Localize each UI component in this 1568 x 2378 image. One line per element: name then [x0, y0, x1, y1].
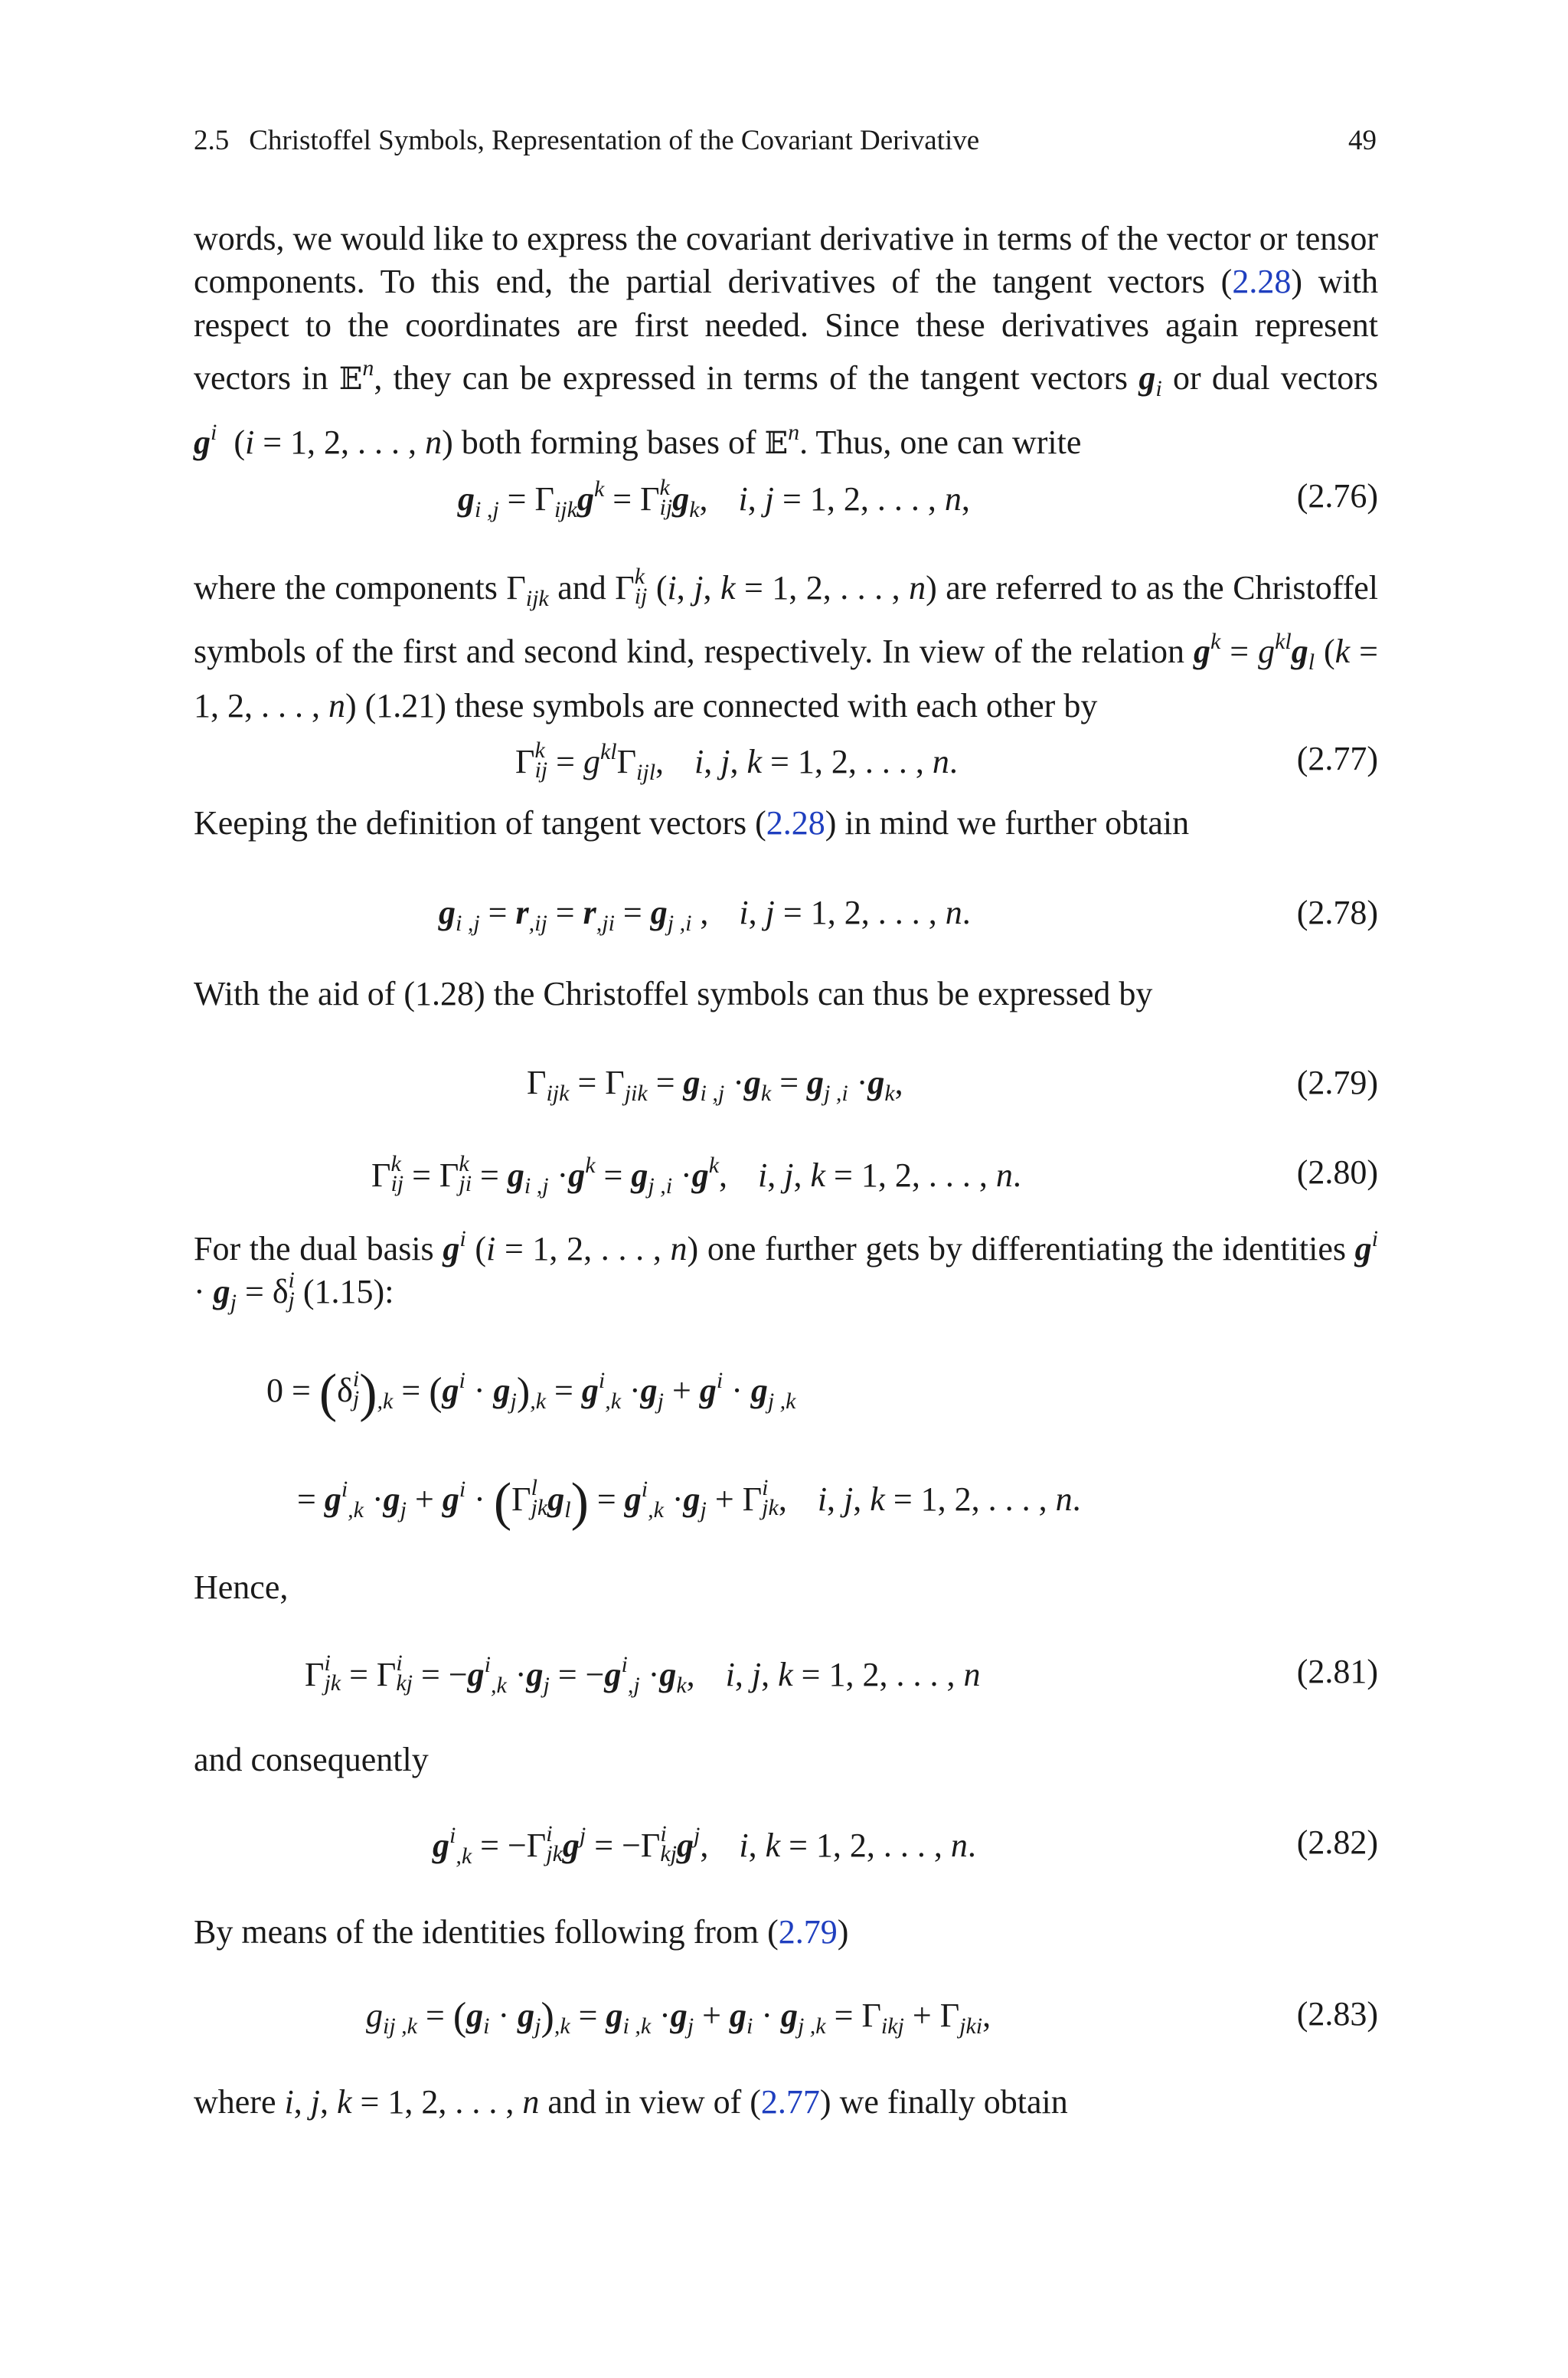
equation-number: (2.83) — [1296, 1995, 1378, 2033]
equation-number: (2.82) — [1296, 1824, 1378, 1861]
equation-number: (2.76) — [1296, 477, 1378, 515]
paragraph-tangent-vectors: Keeping the definition of tangent vectors (2.28) in mind we further obtain — [194, 804, 1190, 842]
equation-2-76: $g_{i ,j} = \Gamma_{ijk}g^k = \Gamma$ k ij $g_k$, i, j = 1, 2, . . . , n, (2.76) — [458, 475, 1378, 522]
ref-link-2-28[interactable]: 2.28 — [1232, 263, 1292, 301]
paragraph-consequently: and consequently — [194, 1741, 429, 1778]
paragraph-christoffel-definition: where the components $\Gamma_{ijk}$ and Γ k ij (i, j, k = 1, 2, . . . , n) are referred to as the Christoffel symbols of the first and second kind, respectively. In view of the relation $g^k = g^{kl}g_l$ (k = 1, 2, . . . , n) (1.21) these symbols are connected with each other by — [194, 564, 1379, 725]
paragraph-intro: words, we would like to express the covariant derivative in terms of the vector or tensor components. To this end, the partial derivatives of the tangent vectors (2.28) with respect to the coordinates are first needed. Since these derivatives again represent vectors in 𝔼$^n$, they can be expressed in terms of the tangent vectors $g_i$ or dual vectors $g^i$ (i = 1, 2, . . . , n) both forming bases of 𝔼$^n$. Thus, one can write — [194, 220, 1378, 461]
equation-number: (2.81) — [1296, 1653, 1378, 1690]
derivation-line-2: = $g^i_{,k} \cdot g_j + g^i \cdot (\Gamma$ l jk $g_l) = g^i_{,k} \cdot g_j + \Gamma$ i jk , i, j, k = 1, 2, . . . , n. — [297, 1473, 1081, 1532]
section-heading — [194, 124, 979, 157]
ref-link-2-77[interactable]: 2.77 — [760, 2083, 820, 2121]
page-number: 49 — [1348, 125, 1377, 156]
equation-number: (2.77) — [1296, 740, 1378, 777]
equation-number: (2.78) — [1296, 894, 1378, 931]
equation-number: (2.79) — [1296, 1064, 1378, 1101]
equation-2-79: $\Gamma_{ijk} = \Gamma_{jik} = g_{i ,j} \cdot g_k = g_{j ,i} \cdot g_k$, (2.79) — [527, 1064, 1378, 1106]
equation-2-82: $g^i_{,k} = -\Gamma$ i jk $g^j = -\Gamma$ i kj $g^j$, i, k = 1, 2, . . . , n. (2.82) — [433, 1821, 1378, 1869]
paragraph-finally: where i, j, k = 1, 2, . . . , n and in view of (2.77) we finally obtain — [194, 2083, 1068, 2121]
paragraph-with-aid: With the aid of (1.28) the Christoffel symbols can thus be expressed by — [194, 975, 1153, 1012]
running-header — [194, 124, 1377, 162]
section-number: 2.5 — [194, 125, 230, 156]
section-title: Christoffel Symbols, Representation of the Covariant Derivative — [249, 125, 980, 156]
equation-number: (2.80) — [1296, 1153, 1378, 1191]
paragraph-hence: Hence, — [194, 1568, 289, 1606]
ref-link-2-28[interactable]: 2.28 — [766, 804, 825, 842]
equation-2-77: Γ k ij = $g^{kl}\Gamma_{ijl}$, i, j, k = 1, 2, . . . , n. (2.77) — [515, 738, 1378, 785]
equation-2-81: Γ i jk = Γ i kj = $-g^i_{,k} \cdot g_j = -g^i_{,j} \cdot g_k$, i, j, k = 1, 2, . . . , n (2.81) — [305, 1650, 1378, 1698]
equation-2-80: Γ k ij = Γ k ji = $g_{i ,j} \cdot g^k = g_{j ,i} \cdot g^k$, i, j, k = 1, 2, . . . , n. (2.80) — [371, 1151, 1378, 1199]
equation-2-78: $g_{i ,j} = r_{,ij} = r_{,ji} = g_{j ,i}$ , i, j = 1, 2, . . . , n. (2.78) — [439, 894, 1378, 936]
equation-2-83: $g_{ij ,k} = (g_i \cdot g_j)_{,k} = g_{i ,k} \cdot g_j + g_i \cdot g_{j ,k} = \Gamma_{ikj} + \Gamma_{jki}$, (2.83) — [366, 1995, 1378, 2039]
paragraph-identities: By means of the identities following from (2.79) — [194, 1913, 849, 1951]
paragraph-dual-basis: For the dual basis $g^i$ (i = 1, 2, . . . , n) one further gets by differentiating the identities $g^i \cdot g_j = \delta$ i j (1.15): — [194, 1226, 1378, 1316]
ref-link-2-79[interactable]: 2.79 — [778, 1913, 838, 1951]
derivation-line-1: 0 = (δ i j )$_{,k} = (g^i \cdot g_j)_{,k} = g^i_{,k} \cdot g_j + g^i \cdot g_{j ,k}$ — [266, 1364, 796, 1423]
